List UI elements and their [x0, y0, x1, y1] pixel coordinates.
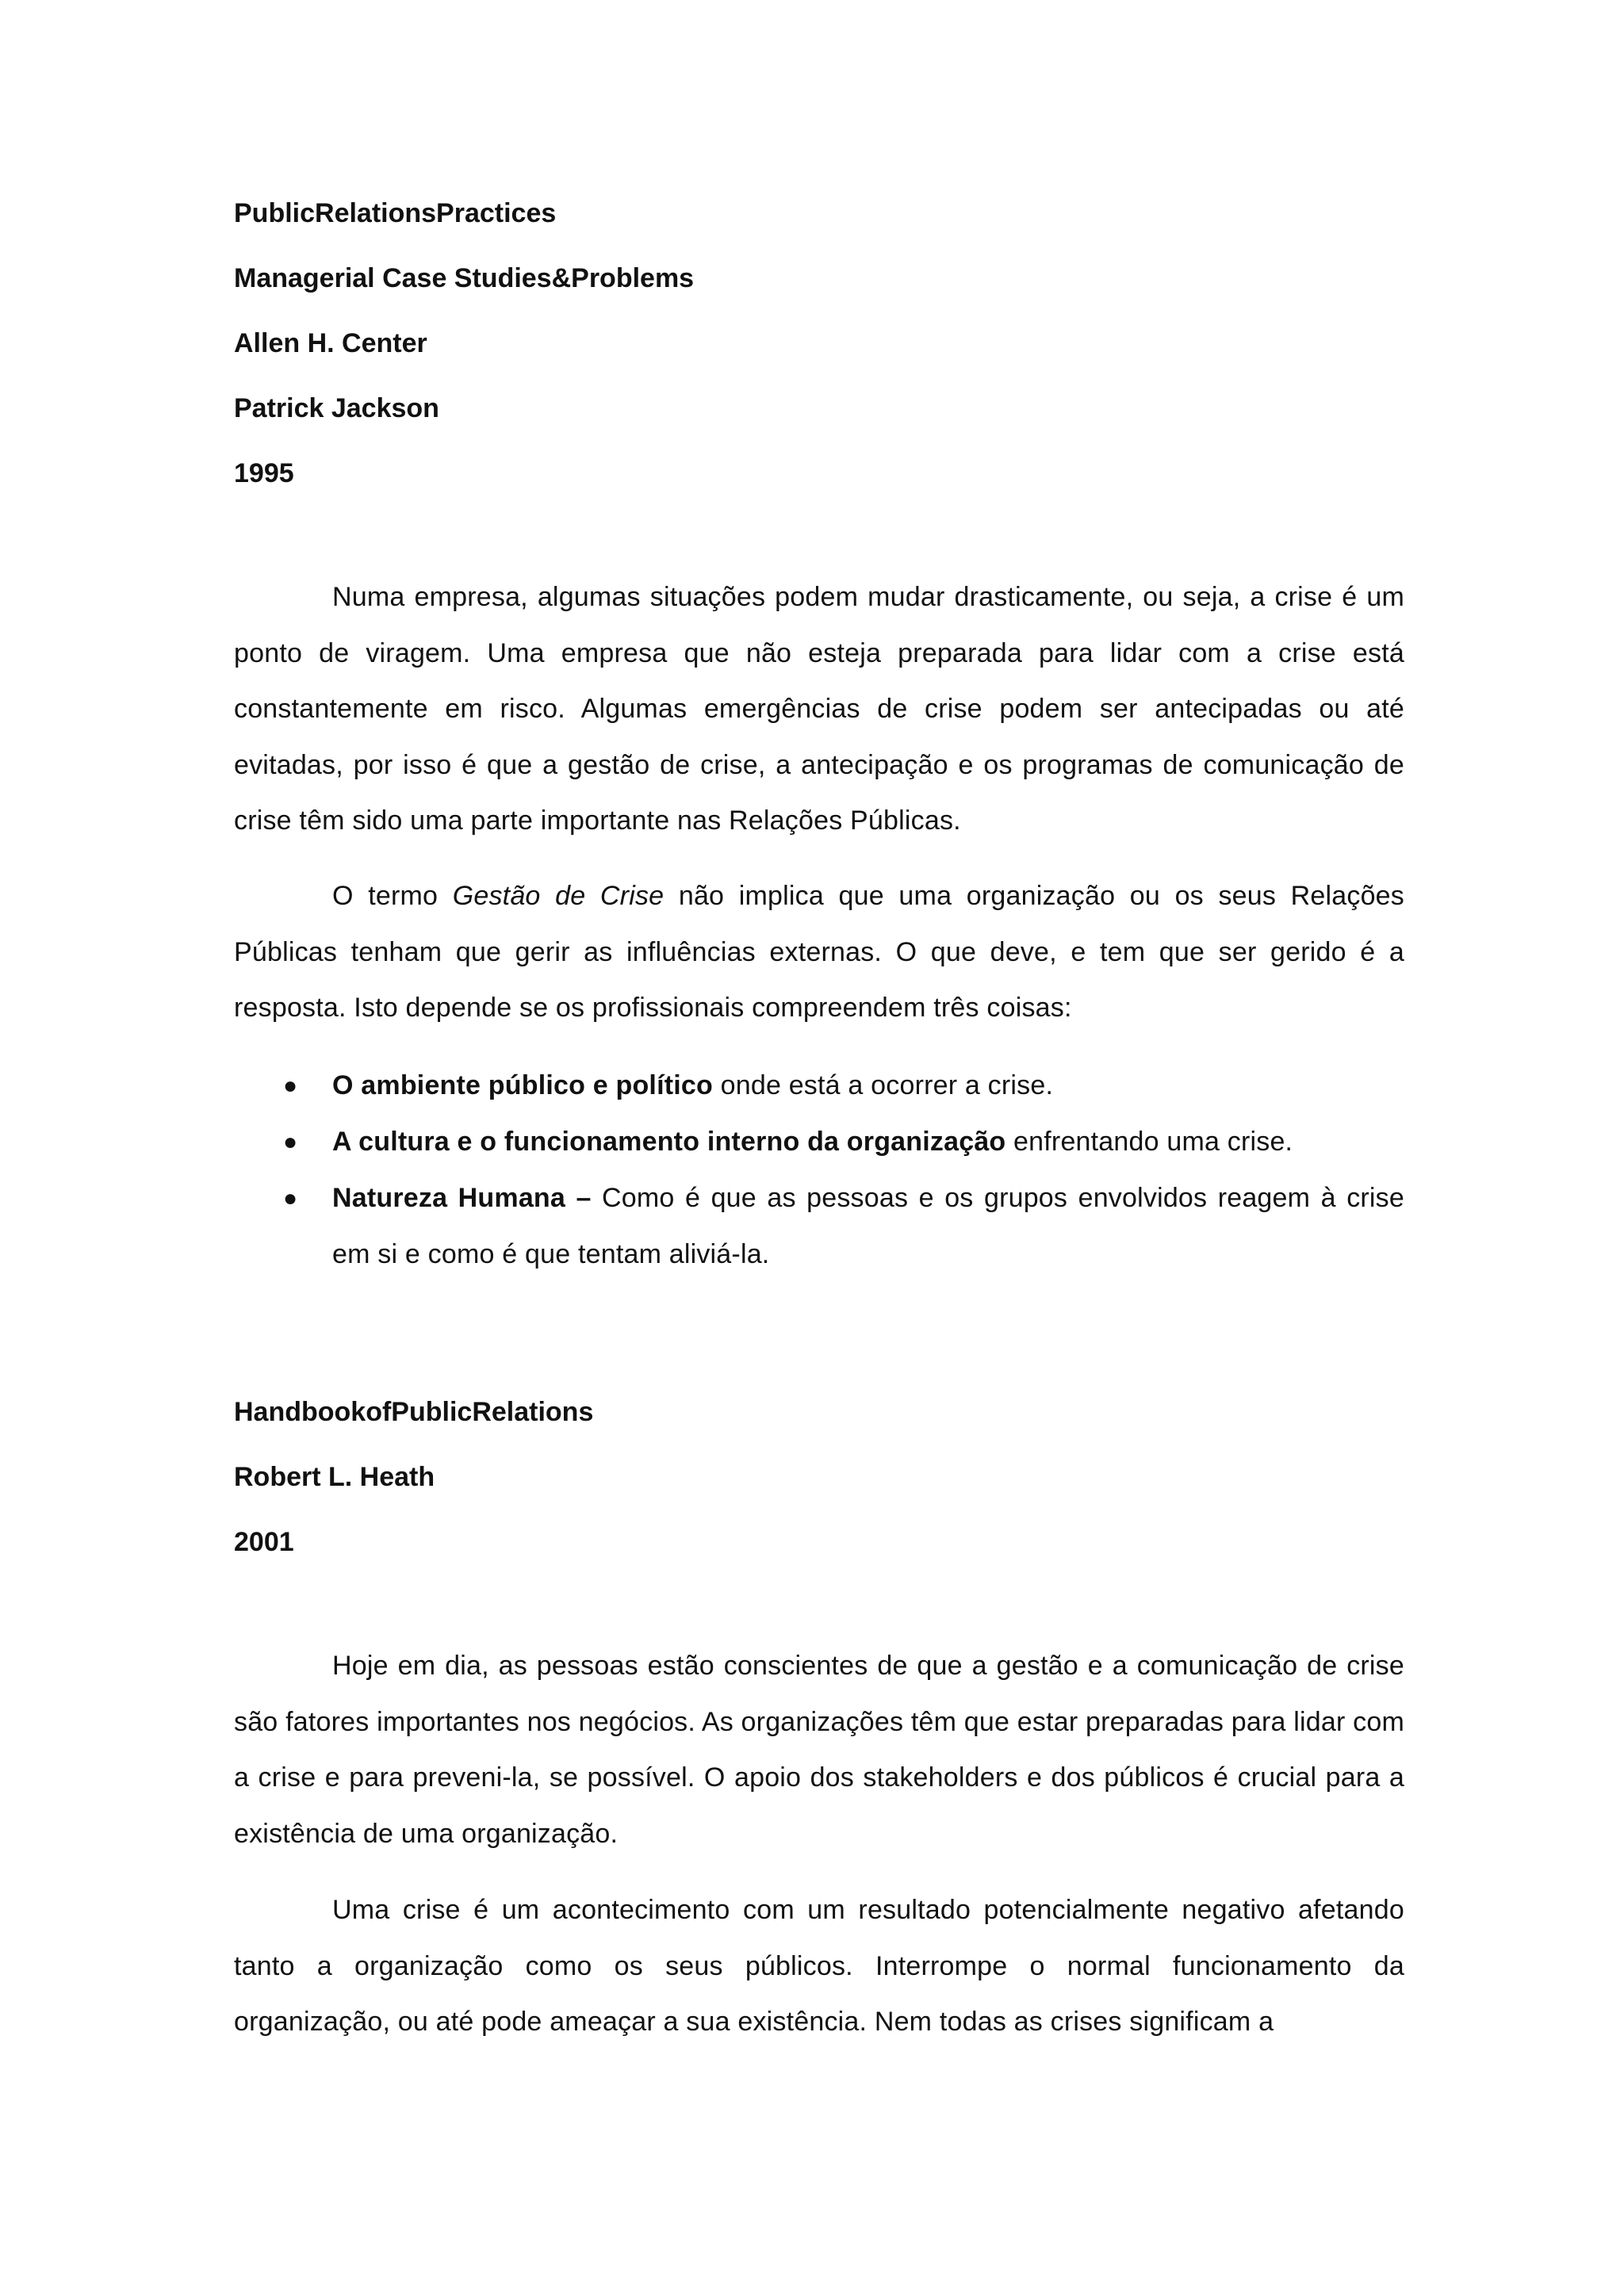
paragraph-1 [234, 569, 1404, 849]
publication-year: 2001 [234, 1527, 294, 1557]
reference-header-1 [234, 181, 1404, 506]
bullet-list-block [234, 1058, 1404, 1283]
body-paragraph [234, 868, 1404, 1036]
paragraph-2 [234, 868, 1404, 1036]
list-item [234, 1058, 1404, 1114]
list-item [234, 1170, 1404, 1283]
bullet-bold-text: O ambiente público e político [332, 1070, 713, 1100]
paragraph-3 [234, 1638, 1404, 1862]
author-name: Patrick Jackson [234, 393, 439, 423]
body-paragraph: Hoje em dia, as pessoas estão conscientes de que a gestão e a comunicação de crise são fatores importantes nos negócios. As organizações têm que estar preparadas para lidar com a crise e para preveni-la, se possível. O apoio dos stakeholders e dos públicos é crucial para a existência de uma organização. [234, 1651, 1404, 1849]
publication-year: 1995 [234, 458, 294, 488]
book-title: PublicRelationsPractices [234, 198, 557, 228]
bullet-bold-text: Natureza Humana – [332, 1183, 592, 1213]
book-title: HandbookofPublicRelations [234, 1397, 594, 1427]
list-item [234, 1114, 1404, 1170]
body-paragraph: Uma crise é um acontecimento com um resultado potencialmente negativo afetando tanto a organização como os seus públicos. Interrompe o normal funcionamento da organização, ou até pode ameaçar a sua existência. Nem todas as crises significam a [234, 1895, 1404, 2037]
bullet-icon: ● [283, 1073, 298, 1099]
italic-term: Gestão de Crise [452, 881, 665, 911]
author-name: Robert L. Heath [234, 1462, 435, 1492]
reference-header-2 [234, 1380, 1404, 1575]
bullet-icon: ● [283, 1185, 298, 1211]
author-name: Allen H. Center [234, 328, 427, 358]
bullet-text: onde está a ocorrer a crise. [712, 1070, 1054, 1100]
bullet-text: enfrentando uma crise. [1005, 1127, 1293, 1157]
paragraph-text: não implica que uma organização ou os seus Relações Públicas tenham que gerir as influências externas. O que deve, e tem que ser gerido é a resposta. Isto depende se os profissionais compreendem três coisas: [234, 881, 1404, 1023]
bullet-icon: ● [283, 1129, 298, 1155]
book-subtitle: Managerial Case Studies&Problems [234, 263, 695, 293]
paragraph-4 [234, 1882, 1404, 2050]
paragraph-text: O termo [332, 881, 453, 911]
body-paragraph: Numa empresa, algumas situações podem mudar drasticamente, ou seja, a crise é um ponto de viragem. Uma empresa que não esteja preparada para lidar com a crise está constantemente em risco. Algumas emergências de crise podem ser antecipadas ou até evitadas, por isso é que a gestão de crise, a antecipação e os programas de comunicação de crise têm sido uma parte importante nas Relações Públicas. [234, 582, 1404, 836]
bullet-bold-text: A cultura e o funcionamento interno da organização [332, 1127, 1006, 1157]
bullet-list [234, 1058, 1404, 1283]
bullet-text: Como é que as pessoas e os grupos envolvidos reagem à crise em si e como é que tentam aliviá-la. [332, 1183, 1404, 1269]
